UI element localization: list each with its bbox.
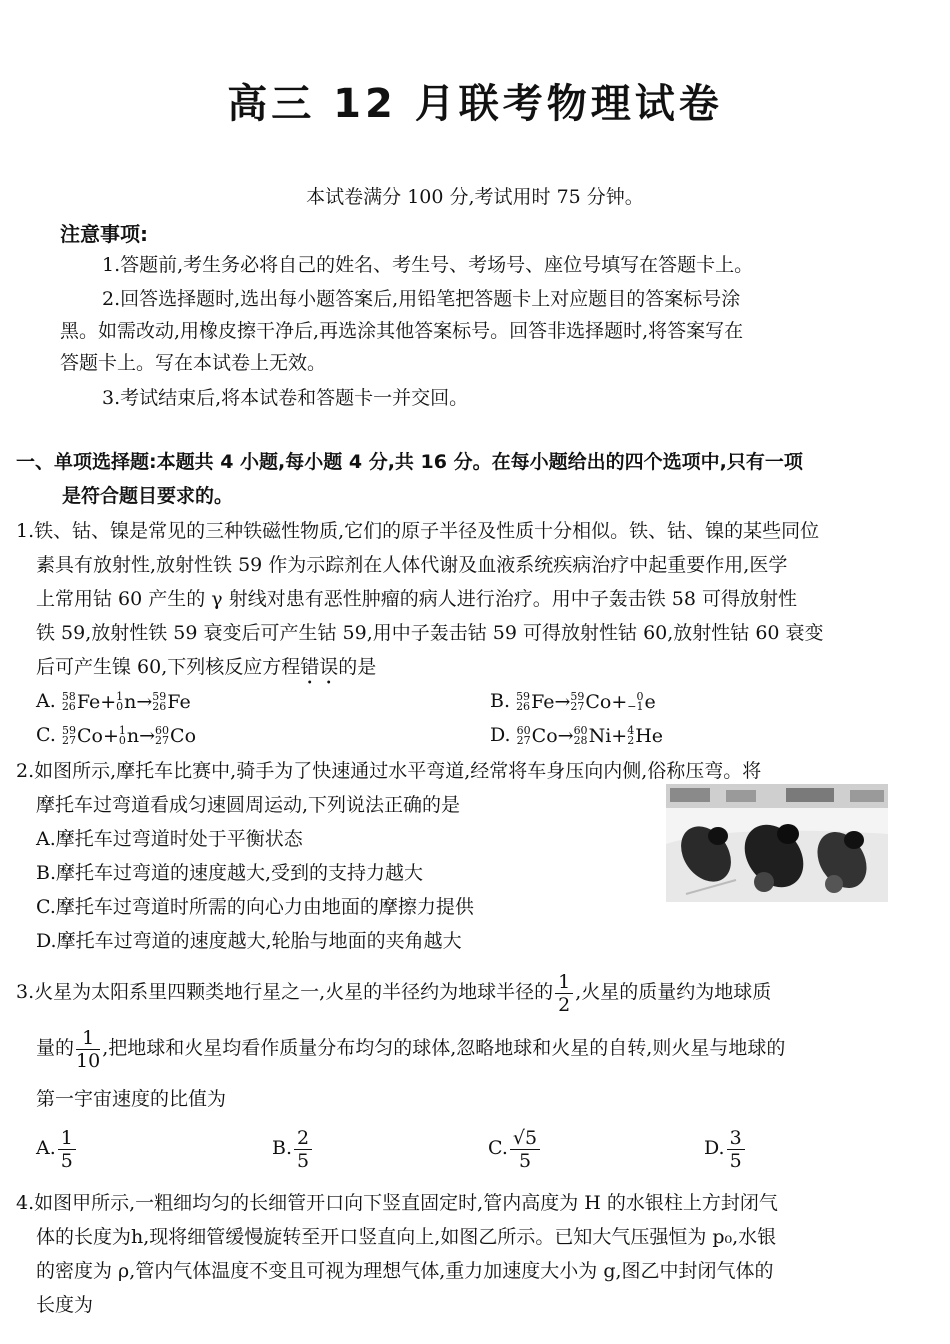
q1-stem-line2: 素具有放射性,放射性铁 59 作为示踪剂在人体代谢及血液系统疾病治疗中起重要作用,医学 — [36, 554, 788, 576]
q1-stem-line4: 铁 59,放射性铁 59 衰变后可产生钴 59,用中子轰击钴 59 可得放射性钴 60,放射性钴 60 衰变 — [36, 622, 824, 644]
nuclide: 59 26 — [516, 690, 531, 713]
element-symbol: Co — [531, 725, 558, 747]
q3-stem-line3: 第一宇宙速度的比值为 — [36, 1088, 227, 1110]
q3-text-end: ,火星的质量约为地球质 — [575, 981, 772, 1003]
nuclide: 60 27 — [516, 724, 531, 747]
notice-item-2-cont2: 答题卡上。写在本试卷上无效。 — [60, 352, 327, 374]
q1-option-d — [490, 718, 663, 753]
q3-option-a — [36, 1126, 78, 1172]
fraction: $\frac{1}{2}$ — [555, 971, 573, 1016]
q1-stem-line1: 1.铁、钴、镍是常见的三种铁磁性物质,它们的原子半径及性质十分相似。铁、钴、镍的某些同位 — [16, 520, 820, 542]
q1-stem-text-end: 的是 — [338, 656, 377, 678]
element-symbol: Fe — [167, 691, 191, 713]
plus-sign: + — [102, 725, 119, 747]
element-symbol: Co — [170, 725, 197, 747]
q2-option-d: D.摩托车过弯道的速度越大,轮胎与地面的夹角越大 — [36, 930, 462, 952]
option-label: A. — [36, 1137, 56, 1159]
q2-option-b: B.摩托车过弯道的速度越大,受到的支持力越大 — [36, 862, 424, 884]
notice-item-2: 2.回答选择题时,选出每小题答案后,用铅笔把答题卡上对应题目的答案标号涂 — [102, 288, 741, 310]
exam-info: 本试卷满分 100 分,考试用时 75 分钟。 — [306, 186, 644, 208]
notice-item-2-cont: 黑。如需改动,用橡皮擦干净后,再选涂其他答案标号。回答非选择题时,将答案写在 — [60, 320, 744, 342]
fraction: $\frac{√5}{5}$ — [510, 1127, 540, 1172]
element-symbol: n — [124, 691, 137, 713]
option-label: C. — [36, 724, 56, 746]
notice-item-3: 3.考试结束后,将本试卷和答题卡一并交回。 — [102, 387, 469, 409]
q3-text-end: ,把地球和火星均看作质量分布均匀的球体,忽略地球和火星的自转,则火星与地球的 — [102, 1037, 786, 1059]
nuclide: 59 27 — [570, 690, 585, 713]
nuclide: 4 2 — [627, 724, 635, 747]
q3-option-c — [488, 1126, 542, 1172]
q1-option-b — [490, 684, 656, 719]
plus-sign: + — [611, 725, 628, 747]
option-label: D. — [704, 1137, 725, 1159]
element-symbol: Fe — [531, 691, 555, 713]
q3-text: 3.火星为太阳系里四颗类地行星之一,火星的半径约为地球半径的 — [16, 981, 554, 1003]
element-symbol: He — [635, 725, 664, 747]
element-symbol: Fe — [76, 691, 101, 713]
q1-option-c — [36, 718, 196, 753]
q3-text: 量的 — [36, 1037, 75, 1059]
reaction-arrow: → — [554, 691, 571, 713]
option-label: A. — [36, 690, 56, 712]
option-label: C. — [488, 1137, 508, 1159]
q2-stem-line2: 摩托车过弯道看成匀速圆周运动,下列说法正确的是 — [36, 794, 461, 816]
q4-stem-line2: 体的长度为h,现将细管缓慢旋转至开口竖直向上,如图乙所示。已知大气压强恒为 p₀,水银 — [36, 1226, 777, 1248]
q3-stem-line2 — [36, 1026, 785, 1072]
nuclide: 58 26 — [61, 690, 76, 713]
reaction-arrow: → — [557, 725, 574, 747]
fraction: $\frac{1}{5}$ — [58, 1127, 76, 1172]
q1-stem-text: 后可产生镍 60,下列核反应方程 — [36, 656, 301, 678]
q2-option-a: A.摩托车过弯道时处于平衡状态 — [36, 828, 303, 850]
option-label: D. — [490, 724, 511, 746]
motorcycle-racing-photo — [666, 784, 888, 902]
notice-title: 注意事项: — [60, 222, 148, 246]
notice-item-1: 1.答题前,考生务必将自己的姓名、考生号、考场号、座位号填写在答题卡上。 — [102, 254, 754, 276]
element-symbol: Co — [76, 725, 103, 747]
nuclide: 60 28 — [573, 724, 588, 747]
q4-stem-line4: 长度为 — [36, 1294, 94, 1316]
q3-option-b — [272, 1126, 314, 1172]
reaction-arrow: → — [136, 691, 153, 713]
q3-stem-line1 — [16, 970, 771, 1016]
q1-stem-line3: 上常用钴 60 产生的 γ 射线对患有恶性肿瘤的病人进行治疗。用中子轰击铁 58 可得放射性 — [36, 588, 797, 610]
page-title: 高三 12 月联考物理试卷 — [227, 81, 723, 127]
section-heading: 一、单项选择题:本题共 4 小题,每小题 4 分,共 16 分。在每小题给出的四个选项中,只有一项 — [16, 451, 803, 473]
nuclide: 1 0 — [118, 724, 126, 747]
fraction: $\frac{3}{5}$ — [727, 1127, 745, 1172]
q3-option-d — [704, 1126, 747, 1172]
plus-sign: + — [611, 691, 628, 713]
q1-emphasis: 错误 — [300, 656, 339, 678]
nuclide: 60 27 — [155, 724, 170, 747]
option-label: B. — [490, 690, 511, 712]
reaction-arrow: → — [139, 725, 156, 747]
section-heading-cont: 是符合题目要求的。 — [62, 485, 234, 507]
element-symbol: Co — [585, 691, 612, 713]
element-symbol: Ni — [588, 725, 612, 747]
element-symbol: e — [644, 691, 656, 713]
q4-stem-line1: 4.如图甲所示,一粗细均匀的长细管开口向下竖直固定时,管内高度为 H 的水银柱上方封闭气 — [16, 1192, 778, 1214]
fraction: $\frac{2}{5}$ — [294, 1127, 312, 1172]
q2-stem-line1: 2.如图所示,摩托车比赛中,骑手为了快速通过水平弯道,经常将车身压向内侧,俗称压弯。将 — [16, 760, 762, 782]
nuclide: 59 27 — [61, 724, 76, 747]
fraction: $\frac{1}{10}$ — [76, 1026, 101, 1072]
q2-option-c: C.摩托车过弯道时所需的向心力由地面的摩擦力提供 — [36, 896, 474, 918]
option-label: B. — [272, 1137, 293, 1159]
element-symbol: n — [126, 725, 140, 747]
plus-sign: + — [100, 691, 117, 713]
nuclide: 59 26 — [152, 690, 167, 713]
q1-option-a — [36, 684, 191, 719]
nuclide: 0 −1 — [627, 690, 644, 713]
nuclide: 1 0 — [116, 690, 124, 713]
q4-stem-line3: 的密度为 ρ,管内气体温度不变且可视为理想气体,重力加速度大小为 g,图乙中封闭气体的 — [36, 1260, 774, 1282]
